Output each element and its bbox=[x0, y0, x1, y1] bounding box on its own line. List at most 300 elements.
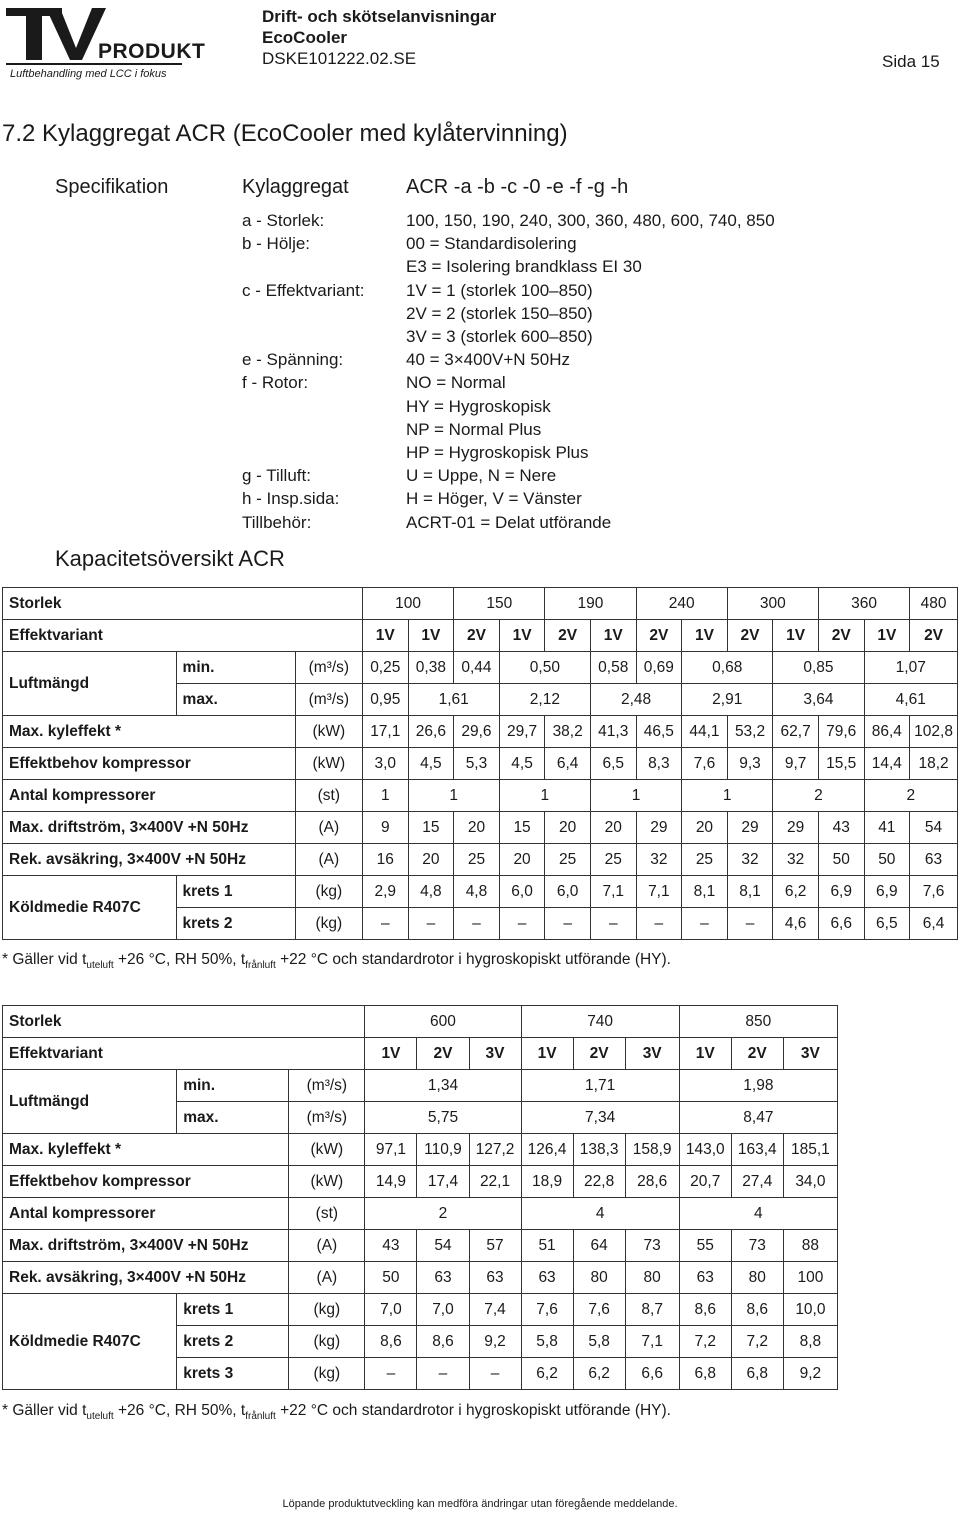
unit-cell: (kg) bbox=[289, 1326, 365, 1358]
krets2-cell: 5,8 bbox=[573, 1326, 625, 1358]
krets1-cell: 7,0 bbox=[417, 1294, 469, 1326]
row-driftstrom-cell: 29 bbox=[773, 812, 819, 844]
row-effektbehov-cell: 4,5 bbox=[408, 748, 454, 780]
unit-cell: (st) bbox=[295, 780, 362, 812]
row-antal-cell: 4 bbox=[521, 1198, 679, 1230]
krets2-cell: – bbox=[636, 908, 682, 940]
krets3-cell: 6,6 bbox=[625, 1358, 679, 1390]
row-avsakring-cell: 20 bbox=[408, 844, 454, 876]
row-effektbehov-cell: 14,9 bbox=[365, 1166, 417, 1198]
min-value-cell: 1,34 bbox=[365, 1070, 521, 1102]
unit-cell: (kW) bbox=[289, 1134, 365, 1166]
row-avsakring bbox=[3, 1262, 838, 1294]
spec-key: h - Insp.sida: bbox=[242, 489, 340, 509]
max-value-cell: 8,47 bbox=[679, 1102, 837, 1134]
luftmangd-label: Luftmängd bbox=[3, 652, 177, 716]
spec-key: Tillbehör: bbox=[242, 512, 312, 532]
row-kyleffekt-cell: 46,5 bbox=[636, 716, 682, 748]
krets3-cell: – bbox=[469, 1358, 521, 1390]
row-kyleffekt-cell: 86,4 bbox=[864, 716, 910, 748]
unit-cell: (kg) bbox=[295, 876, 362, 908]
krets1-cell: 6,0 bbox=[545, 876, 591, 908]
krets1-cell: 7,4 bbox=[469, 1294, 521, 1326]
krets-label: krets 2 bbox=[177, 1326, 289, 1358]
variant-cell: 1V bbox=[590, 620, 636, 652]
krets2-cell: 4,6 bbox=[773, 908, 819, 940]
variant-cell: 2V bbox=[573, 1038, 625, 1070]
row-effektbehov-label: Effektbehov kompressor bbox=[3, 1166, 289, 1198]
row-kyleffekt bbox=[3, 716, 958, 748]
row-kyleffekt-cell: 138,3 bbox=[573, 1134, 625, 1166]
variant-cell: 2V bbox=[727, 620, 773, 652]
krets2-cell: – bbox=[590, 908, 636, 940]
min-label: min. bbox=[177, 1070, 289, 1102]
row-luftmangd-min bbox=[3, 652, 958, 684]
variant-cell: 3V bbox=[625, 1038, 679, 1070]
row-driftstrom-cell: 54 bbox=[910, 812, 958, 844]
row-avsakring-cell: 32 bbox=[773, 844, 819, 876]
krets2-cell: 6,5 bbox=[864, 908, 910, 940]
page-footer: Löpande produktutveckling kan medföra ändringar utan föregående meddelande. bbox=[282, 1498, 678, 1510]
row-driftstrom-cell: 20 bbox=[682, 812, 728, 844]
section-title: 7.2 Kylaggregat ACR (EcoCooler med kylåtervinning) bbox=[2, 120, 568, 147]
krets2-cell: 6,4 bbox=[910, 908, 958, 940]
variant-cell: 2V bbox=[818, 620, 864, 652]
row-driftstrom-cell: 88 bbox=[783, 1230, 837, 1262]
footnote-text: * Gäller vid t bbox=[2, 1402, 87, 1419]
row-driftstrom-cell: 9 bbox=[362, 812, 408, 844]
spec-value: 2V = 2 (storlek 150–850) bbox=[406, 303, 593, 323]
row-effektvariant bbox=[3, 1038, 838, 1070]
logo-wordmark: PRODUKT bbox=[98, 40, 206, 63]
unit-cell: (A) bbox=[289, 1262, 365, 1294]
variant-cell: 1V bbox=[679, 1038, 731, 1070]
row-effektbehov-label: Effektbehov kompressor bbox=[3, 748, 296, 780]
spec-value: E3 = Isolering brandklass EI 30 bbox=[406, 257, 642, 277]
row-antal-label: Antal kompressorer bbox=[3, 1198, 289, 1230]
row-driftstrom-cell: 20 bbox=[545, 812, 591, 844]
unit-cell: (kg) bbox=[289, 1358, 365, 1390]
storlek-label: Storlek bbox=[3, 588, 363, 620]
spec-value: HY = Hygroskopisk bbox=[406, 396, 551, 416]
row-kyleffekt-cell: 29,6 bbox=[454, 716, 500, 748]
row-kyleffekt-cell: 185,1 bbox=[783, 1134, 837, 1166]
krets1-cell: 7,1 bbox=[590, 876, 636, 908]
row-avsakring-label: Rek. avsäkring, 3×400V +N 50Hz bbox=[3, 844, 296, 876]
row-avsakring-cell: 63 bbox=[521, 1262, 573, 1294]
krets1-cell: 8,6 bbox=[679, 1294, 731, 1326]
max-value-cell: 0,95 bbox=[362, 684, 408, 716]
size-cell: 240 bbox=[636, 588, 727, 620]
row-antal bbox=[3, 780, 958, 812]
row-effektbehov-cell: 9,3 bbox=[727, 748, 773, 780]
row-avsakring-cell: 80 bbox=[625, 1262, 679, 1294]
krets1-cell: 10,0 bbox=[783, 1294, 837, 1326]
krets1-cell: 6,2 bbox=[773, 876, 819, 908]
row-kyleffekt-cell: 158,9 bbox=[625, 1134, 679, 1166]
row-avsakring-cell: 63 bbox=[469, 1262, 521, 1294]
krets1-cell: 6,9 bbox=[864, 876, 910, 908]
row-kyleffekt-cell: 102,8 bbox=[910, 716, 958, 748]
spec-code: ACR -a -b -c -0 -e -f -g -h bbox=[406, 176, 629, 198]
spec-value: NO = Normal bbox=[406, 373, 506, 393]
unit-cell: (kg) bbox=[289, 1294, 365, 1326]
row-effektbehov-cell: 18,2 bbox=[910, 748, 958, 780]
krets1-cell: 7,6 bbox=[573, 1294, 625, 1326]
variant-cell: 1V bbox=[365, 1038, 417, 1070]
row-effektbehov-cell: 6,4 bbox=[545, 748, 591, 780]
row-kyleffekt-cell: 29,7 bbox=[499, 716, 545, 748]
krets2-cell: – bbox=[454, 908, 500, 940]
logo-tagline: Luftbehandling med LCC i fokus bbox=[10, 68, 167, 80]
row-effektbehov-cell: 28,6 bbox=[625, 1166, 679, 1198]
row-effektbehov-cell: 14,4 bbox=[864, 748, 910, 780]
max-value-cell: 4,61 bbox=[864, 684, 957, 716]
row-effektbehov-cell: 3,0 bbox=[362, 748, 408, 780]
row-kyleffekt-cell: 163,4 bbox=[731, 1134, 783, 1166]
krets2-cell: – bbox=[499, 908, 545, 940]
min-value-cell: 1,71 bbox=[521, 1070, 679, 1102]
row-antal-cell: 1 bbox=[499, 780, 590, 812]
krets1-cell: 4,8 bbox=[408, 876, 454, 908]
spec-value: 00 = Standardisolering bbox=[406, 234, 577, 254]
row-avsakring-cell: 25 bbox=[545, 844, 591, 876]
row-luftmangd-min bbox=[3, 1070, 838, 1102]
row-driftstrom-cell: 55 bbox=[679, 1230, 731, 1262]
footnote-sub: frånluft bbox=[245, 960, 276, 972]
footnote-1 bbox=[2, 951, 671, 971]
krets1-cell: 8,6 bbox=[731, 1294, 783, 1326]
krets3-cell: 6,2 bbox=[573, 1358, 625, 1390]
document-subtitle: EcoCooler bbox=[262, 28, 348, 47]
spec-label: Kylaggregat bbox=[242, 176, 349, 198]
variant-cell: 3V bbox=[469, 1038, 521, 1070]
row-kyleffekt-label: Max. kyleffekt * bbox=[3, 716, 296, 748]
size-cell: 190 bbox=[545, 588, 636, 620]
row-kyleffekt-cell: 26,6 bbox=[408, 716, 454, 748]
row-kyleffekt-cell: 126,4 bbox=[521, 1134, 573, 1166]
effektvariant-label: Effektvariant bbox=[3, 620, 363, 652]
row-avsakring bbox=[3, 844, 958, 876]
krets-label: krets 2 bbox=[176, 908, 295, 940]
row-avsakring-cell: 50 bbox=[818, 844, 864, 876]
krets3-cell: 6,2 bbox=[521, 1358, 573, 1390]
footnote-text: * Gäller vid t bbox=[2, 951, 87, 968]
row-effektbehov-cell: 9,7 bbox=[773, 748, 819, 780]
row-antal-cell: 1 bbox=[408, 780, 499, 812]
unit-cell: (m³/s) bbox=[289, 1102, 365, 1134]
krets1-cell: 6,9 bbox=[818, 876, 864, 908]
krets2-cell: 8,6 bbox=[365, 1326, 417, 1358]
variant-cell: 1V bbox=[362, 620, 408, 652]
min-value-cell: 0,44 bbox=[454, 652, 500, 684]
min-value-cell: 0,68 bbox=[682, 652, 773, 684]
row-driftstrom-cell: 20 bbox=[454, 812, 500, 844]
row-effektbehov-cell: 20,7 bbox=[679, 1166, 731, 1198]
row-kyleffekt bbox=[3, 1134, 838, 1166]
unit-cell: (A) bbox=[289, 1230, 365, 1262]
row-effektbehov bbox=[3, 748, 958, 780]
row-avsakring-cell: 50 bbox=[365, 1262, 417, 1294]
footnote-sub: uteluft bbox=[86, 960, 114, 972]
krets2-cell: 8,8 bbox=[783, 1326, 837, 1358]
row-kyleffekt-cell: 79,6 bbox=[818, 716, 864, 748]
spec-value: 40 = 3×400V+N 50Hz bbox=[406, 350, 570, 370]
krets3-cell: 9,2 bbox=[783, 1358, 837, 1390]
row-driftstrom-cell: 29 bbox=[636, 812, 682, 844]
row-effektbehov-cell: 18,9 bbox=[521, 1166, 573, 1198]
min-value-cell: 1,07 bbox=[864, 652, 957, 684]
row-antal-cell: 1 bbox=[682, 780, 773, 812]
spec-key: b - Hölje: bbox=[242, 234, 311, 254]
row-antal bbox=[3, 1198, 838, 1230]
row-avsakring-cell: 32 bbox=[636, 844, 682, 876]
size-cell: 480 bbox=[910, 588, 958, 620]
luftmangd-label: Luftmängd bbox=[3, 1070, 177, 1134]
spec-key: g - Tilluft: bbox=[242, 466, 311, 486]
max-value-cell: 3,64 bbox=[773, 684, 864, 716]
effektvariant-label: Effektvariant bbox=[3, 1038, 365, 1070]
krets2-cell: 7,1 bbox=[625, 1326, 679, 1358]
capacity-table-large bbox=[2, 1005, 838, 1390]
krets1-cell: 8,1 bbox=[682, 876, 728, 908]
row-kyleffekt-cell: 62,7 bbox=[773, 716, 819, 748]
row-avsakring-cell: 25 bbox=[590, 844, 636, 876]
krets1-cell: 7,1 bbox=[636, 876, 682, 908]
row-driftstrom-cell: 43 bbox=[365, 1230, 417, 1262]
variant-cell: 2V bbox=[636, 620, 682, 652]
max-value-cell: 1,61 bbox=[408, 684, 499, 716]
row-driftstrom-cell: 73 bbox=[625, 1230, 679, 1262]
row-effektbehov-cell: 15,5 bbox=[818, 748, 864, 780]
row-avsakring-cell: 80 bbox=[573, 1262, 625, 1294]
size-cell: 360 bbox=[818, 588, 909, 620]
krets3-cell: 6,8 bbox=[679, 1358, 731, 1390]
row-driftstrom-cell: 29 bbox=[727, 812, 773, 844]
min-value-cell: 0,69 bbox=[636, 652, 682, 684]
krets3-cell: – bbox=[417, 1358, 469, 1390]
size-cell: 600 bbox=[365, 1006, 521, 1038]
krets1-cell: 6,0 bbox=[499, 876, 545, 908]
row-kyleffekt-cell: 17,1 bbox=[362, 716, 408, 748]
row-driftstrom bbox=[3, 812, 958, 844]
variant-cell: 2V bbox=[910, 620, 958, 652]
spec-value: 100, 150, 190, 240, 300, 360, 480, 600, 740, 850 bbox=[406, 211, 775, 230]
document-id: DSKE101222.02.SE bbox=[262, 49, 417, 68]
row-effektbehov-cell: 22,8 bbox=[573, 1166, 625, 1198]
spec-key: f - Rotor: bbox=[242, 373, 309, 393]
size-cell: 740 bbox=[521, 1006, 679, 1038]
max-value-cell: 5,75 bbox=[365, 1102, 521, 1134]
page-number: Sida 15 bbox=[882, 52, 940, 71]
unit-cell: (st) bbox=[289, 1198, 365, 1230]
row-avsakring-cell: 25 bbox=[454, 844, 500, 876]
variant-cell: 2V bbox=[545, 620, 591, 652]
spec-value: 1V = 1 (storlek 100–850) bbox=[406, 280, 593, 300]
row-avsakring-cell: 32 bbox=[727, 844, 773, 876]
row-effektbehov-cell: 4,5 bbox=[499, 748, 545, 780]
krets1-cell: 8,1 bbox=[727, 876, 773, 908]
koldmedie-label: Köldmedie R407C bbox=[3, 876, 177, 940]
krets2-cell: 9,2 bbox=[469, 1326, 521, 1358]
row-effektbehov-cell: 17,4 bbox=[417, 1166, 469, 1198]
footnote-text: +26 °C, RH 50%, t bbox=[113, 951, 246, 968]
spec-value: HP = Hygroskopisk Plus bbox=[406, 443, 589, 462]
unit-cell: (m³/s) bbox=[295, 684, 362, 716]
row-effektbehov-cell: 27,4 bbox=[731, 1166, 783, 1198]
variant-cell: 2V bbox=[417, 1038, 469, 1070]
max-label: max. bbox=[177, 1102, 289, 1134]
min-value-cell: 0,50 bbox=[499, 652, 590, 684]
unit-cell: (kW) bbox=[295, 716, 362, 748]
krets1-cell: 2,9 bbox=[362, 876, 408, 908]
min-value-cell: 0,58 bbox=[590, 652, 636, 684]
row-effektbehov-cell: 6,5 bbox=[590, 748, 636, 780]
size-cell: 150 bbox=[454, 588, 545, 620]
krets2-cell: – bbox=[408, 908, 454, 940]
spec-heading: Specifikation bbox=[55, 176, 169, 198]
row-avsakring-cell: 16 bbox=[362, 844, 408, 876]
capacity-heading: Kapacitetsöversikt ACR bbox=[55, 546, 285, 571]
row-kyleffekt-cell: 41,3 bbox=[590, 716, 636, 748]
min-value-cell: 0,25 bbox=[362, 652, 408, 684]
min-value-cell: 1,98 bbox=[679, 1070, 837, 1102]
spec-key: a - Storlek: bbox=[242, 211, 325, 230]
row-kyleffekt-cell: 97,1 bbox=[365, 1134, 417, 1166]
row-kyleffekt-label: Max. kyleffekt * bbox=[3, 1134, 289, 1166]
row-antal-label: Antal kompressorer bbox=[3, 780, 296, 812]
krets2-cell: 7,2 bbox=[679, 1326, 731, 1358]
krets2-cell: – bbox=[545, 908, 591, 940]
row-avsakring-cell: 80 bbox=[731, 1262, 783, 1294]
max-value-cell: 7,34 bbox=[521, 1102, 679, 1134]
krets-label: krets 3 bbox=[177, 1358, 289, 1390]
row-effektbehov-cell: 34,0 bbox=[783, 1166, 837, 1198]
variant-cell: 1V bbox=[682, 620, 728, 652]
unit-cell: (A) bbox=[295, 812, 362, 844]
unit-cell: (kW) bbox=[295, 748, 362, 780]
krets-label: krets 1 bbox=[177, 1294, 289, 1326]
row-antal-cell: 2 bbox=[773, 780, 864, 812]
row-krets1 bbox=[3, 1294, 838, 1326]
krets1-cell: 8,7 bbox=[625, 1294, 679, 1326]
max-value-cell: 2,48 bbox=[590, 684, 681, 716]
unit-cell: (kg) bbox=[295, 908, 362, 940]
row-driftstrom bbox=[3, 1230, 838, 1262]
krets3-cell: 6,8 bbox=[731, 1358, 783, 1390]
row-driftstrom-cell: 73 bbox=[731, 1230, 783, 1262]
row-storlek bbox=[3, 588, 958, 620]
row-driftstrom-cell: 20 bbox=[590, 812, 636, 844]
row-driftstrom-cell: 15 bbox=[499, 812, 545, 844]
row-effektvariant bbox=[3, 620, 958, 652]
row-avsakring-cell: 100 bbox=[783, 1262, 837, 1294]
row-krets1 bbox=[3, 876, 958, 908]
min-label: min. bbox=[176, 652, 295, 684]
row-avsakring-cell: 63 bbox=[679, 1262, 731, 1294]
spec-value: U = Uppe, N = Nere bbox=[406, 466, 557, 486]
document-title: Drift- och skötselanvisningar bbox=[262, 7, 497, 26]
row-avsakring-cell: 63 bbox=[417, 1262, 469, 1294]
footnote-text: +22 °C och standardrotor i hygroskopiskt utförande (HY). bbox=[275, 1402, 671, 1419]
row-kyleffekt-cell: 38,2 bbox=[545, 716, 591, 748]
row-driftstrom-cell: 51 bbox=[521, 1230, 573, 1262]
row-avsakring-cell: 20 bbox=[499, 844, 545, 876]
row-antal-cell: 2 bbox=[864, 780, 957, 812]
spec-key: e - Spänning: bbox=[242, 350, 344, 370]
row-kyleffekt-cell: 110,9 bbox=[417, 1134, 469, 1166]
capacity-table-small bbox=[2, 587, 958, 940]
variant-cell: 1V bbox=[864, 620, 910, 652]
unit-cell: (A) bbox=[295, 844, 362, 876]
variant-cell: 1V bbox=[499, 620, 545, 652]
row-storlek bbox=[3, 1006, 838, 1038]
row-driftstrom-label: Max. driftström, 3×400V +N 50Hz bbox=[3, 812, 296, 844]
krets2-cell: – bbox=[362, 908, 408, 940]
krets2-cell: 7,2 bbox=[731, 1326, 783, 1358]
spec-key: c - Effektvariant: bbox=[242, 280, 365, 300]
footnote-text: +22 °C och standardrotor i hygroskopiskt utförande (HY). bbox=[275, 951, 671, 968]
footnote-text: +26 °C, RH 50%, t bbox=[113, 1402, 246, 1419]
row-avsakring-cell: 25 bbox=[682, 844, 728, 876]
row-driftstrom-label: Max. driftström, 3×400V +N 50Hz bbox=[3, 1230, 289, 1262]
footnote-sub: uteluft bbox=[86, 1411, 114, 1423]
footnote-2 bbox=[2, 1402, 671, 1422]
variant-cell: 1V bbox=[521, 1038, 573, 1070]
row-avsakring-label: Rek. avsäkring, 3×400V +N 50Hz bbox=[3, 1262, 289, 1294]
row-antal-cell: 1 bbox=[590, 780, 681, 812]
row-effektbehov-cell: 22,1 bbox=[469, 1166, 521, 1198]
max-value-cell: 2,91 bbox=[682, 684, 773, 716]
krets1-cell: 7,0 bbox=[365, 1294, 417, 1326]
row-driftstrom-cell: 54 bbox=[417, 1230, 469, 1262]
row-kyleffekt-cell: 127,2 bbox=[469, 1134, 521, 1166]
size-cell: 100 bbox=[362, 588, 453, 620]
krets2-cell: 6,6 bbox=[818, 908, 864, 940]
row-effektbehov-cell: 5,3 bbox=[454, 748, 500, 780]
variant-cell: 3V bbox=[783, 1038, 837, 1070]
storlek-label: Storlek bbox=[3, 1006, 365, 1038]
row-driftstrom-cell: 43 bbox=[818, 812, 864, 844]
row-kyleffekt-cell: 143,0 bbox=[679, 1134, 731, 1166]
row-avsakring-cell: 63 bbox=[910, 844, 958, 876]
variant-cell: 1V bbox=[773, 620, 819, 652]
size-cell: 300 bbox=[727, 588, 818, 620]
row-antal-cell: 2 bbox=[365, 1198, 521, 1230]
spec-value: ACRT-01 = Delat utförande bbox=[406, 512, 612, 532]
min-value-cell: 0,85 bbox=[773, 652, 864, 684]
spec-value: H = Höger, V = Vänster bbox=[406, 489, 582, 509]
krets1-cell: 4,8 bbox=[454, 876, 500, 908]
unit-cell: (m³/s) bbox=[295, 652, 362, 684]
row-driftstrom-cell: 57 bbox=[469, 1230, 521, 1262]
spec-value: NP = Normal Plus bbox=[406, 419, 542, 439]
krets2-cell: – bbox=[727, 908, 773, 940]
krets2-cell: – bbox=[682, 908, 728, 940]
footnote-sub: frånluft bbox=[245, 1411, 276, 1423]
row-kyleffekt-cell: 44,1 bbox=[682, 716, 728, 748]
spec-value: 3V = 3 (storlek 600–850) bbox=[406, 327, 593, 346]
variant-cell: 1V bbox=[408, 620, 454, 652]
row-driftstrom-cell: 15 bbox=[408, 812, 454, 844]
size-cell: 850 bbox=[679, 1006, 837, 1038]
min-value-cell: 0,38 bbox=[408, 652, 454, 684]
krets1-cell: 7,6 bbox=[910, 876, 958, 908]
variant-cell: 2V bbox=[731, 1038, 783, 1070]
max-label: max. bbox=[176, 684, 295, 716]
row-effektbehov-cell: 7,6 bbox=[682, 748, 728, 780]
row-kyleffekt-cell: 53,2 bbox=[727, 716, 773, 748]
